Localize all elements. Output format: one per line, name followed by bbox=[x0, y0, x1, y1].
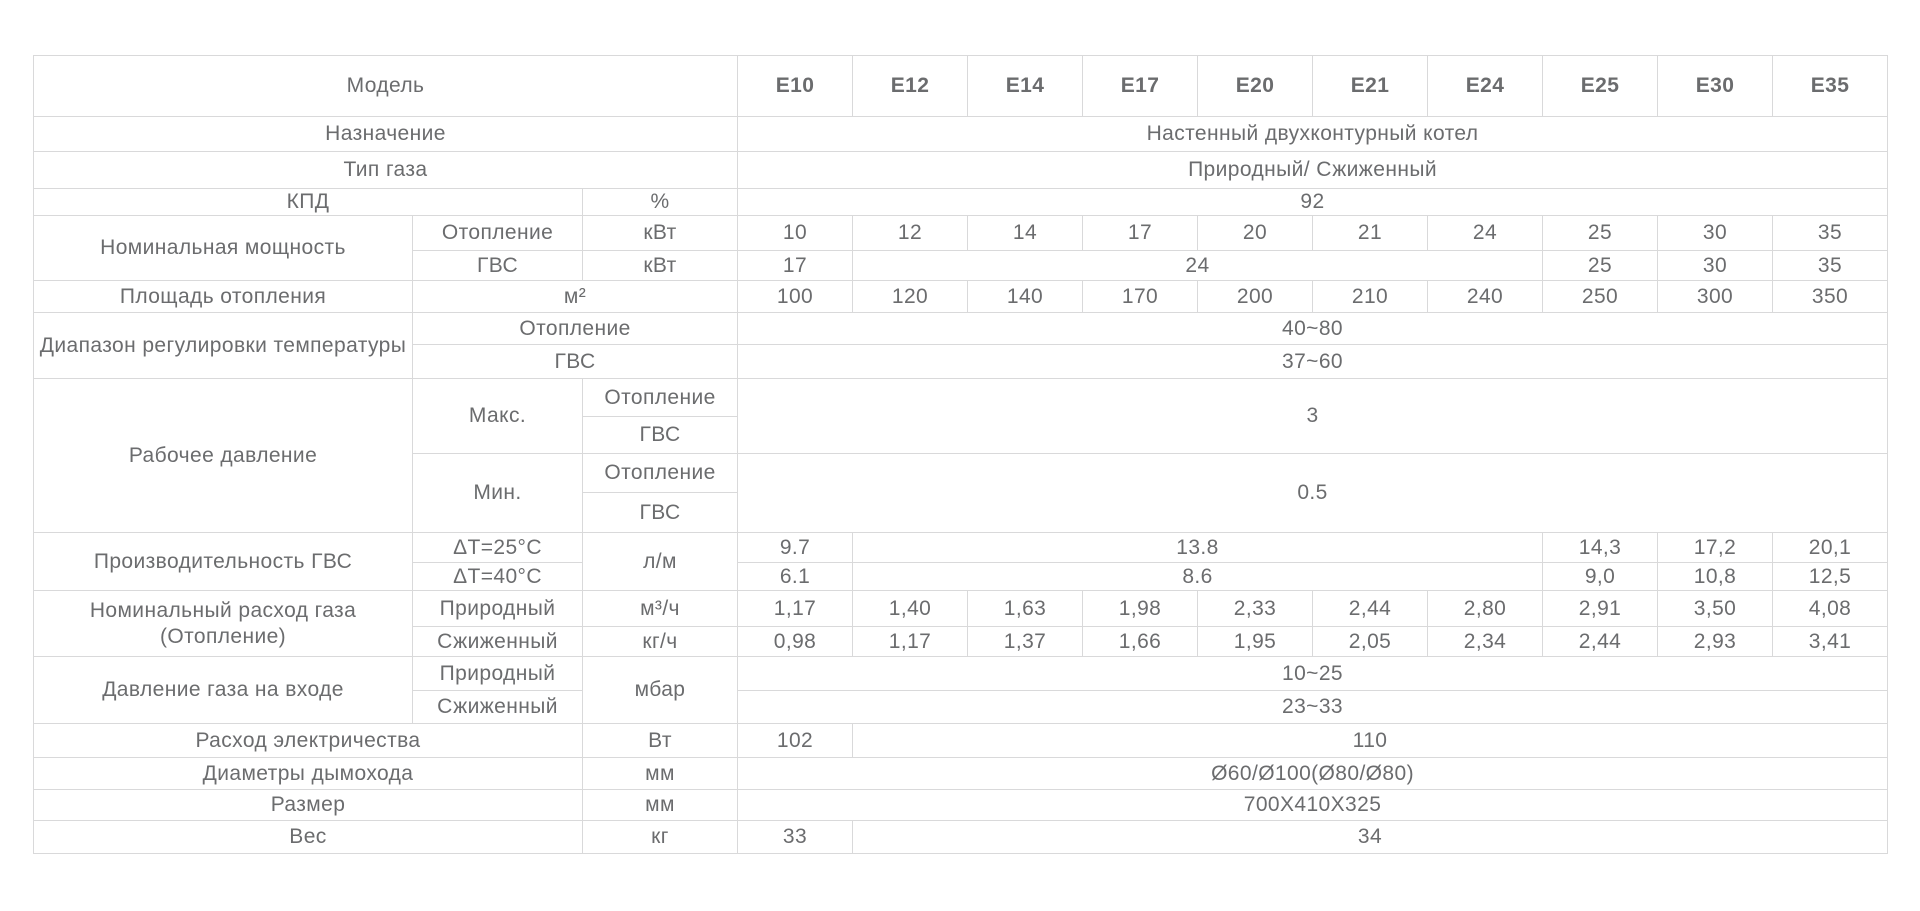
value-cell: 140 bbox=[968, 281, 1083, 313]
value-cell-merged: 13.8 bbox=[853, 533, 1543, 563]
model-column-header: E17 bbox=[1083, 56, 1198, 117]
model-column-header: E10 bbox=[738, 56, 853, 117]
value-cell: 1,17 bbox=[853, 627, 968, 657]
value-cell: Природный/ Сжиженный bbox=[738, 152, 1888, 189]
row-flue-diameters bbox=[34, 758, 1888, 790]
row-gas-type bbox=[34, 152, 1888, 189]
value-cell: 37~60 bbox=[738, 345, 1888, 379]
row-label: Расход электричества bbox=[34, 724, 583, 758]
value-cell: 300 bbox=[1658, 281, 1773, 313]
value-cell: Ø60/Ø100(Ø80/Ø80) bbox=[738, 758, 1888, 790]
row-label: Тип газа bbox=[34, 152, 738, 189]
value-cell: 1,37 bbox=[968, 627, 1083, 657]
row-temp-range-heating bbox=[34, 313, 1888, 345]
value-cell: 102 bbox=[738, 724, 853, 758]
value-cell: 1,40 bbox=[853, 591, 968, 627]
value-cell: 3,50 bbox=[1658, 591, 1773, 627]
value-cell: 1,95 bbox=[1198, 627, 1313, 657]
value-cell: 24 bbox=[1428, 216, 1543, 251]
row-label: Давление газа на входе bbox=[34, 657, 413, 724]
value-cell: 100 bbox=[738, 281, 853, 313]
unit-cell: л/м bbox=[583, 533, 738, 591]
value-cell-merged: 34 bbox=[853, 821, 1888, 854]
row-purpose bbox=[34, 117, 1888, 152]
sub-label: Природный bbox=[413, 591, 583, 627]
unit-cell: мм bbox=[583, 758, 738, 790]
sub-label: Макс. bbox=[413, 379, 583, 454]
unit-cell: Вт bbox=[583, 724, 738, 758]
sub-label: Отопление bbox=[413, 216, 583, 251]
model-column-header: E30 bbox=[1658, 56, 1773, 117]
value-cell: 240 bbox=[1428, 281, 1543, 313]
model-column-header: E14 bbox=[968, 56, 1083, 117]
value-cell: Настенный двухконтурный котел bbox=[738, 117, 1888, 152]
row-label: Диаметры дымохода bbox=[34, 758, 583, 790]
row-nominal-power-heating bbox=[34, 216, 1888, 251]
value-cell: 25 bbox=[1543, 251, 1658, 281]
value-cell: 2,80 bbox=[1428, 591, 1543, 627]
row-label: КПД bbox=[34, 189, 583, 216]
value-cell: 30 bbox=[1658, 251, 1773, 281]
model-row-label: Модель bbox=[34, 56, 738, 117]
sub-sub-label: ГВС bbox=[583, 417, 738, 454]
value-cell: 12 bbox=[853, 216, 968, 251]
boiler-spec-table bbox=[33, 55, 1888, 854]
row-label: Номинальный расход газа (Отопление) bbox=[34, 591, 413, 657]
row-label: Рабочее давление bbox=[34, 379, 413, 533]
row-gas-consumption-natural bbox=[34, 591, 1888, 627]
row-label: Вес bbox=[34, 821, 583, 854]
value-cell: 14 bbox=[968, 216, 1083, 251]
row-inlet-pressure-natural bbox=[34, 657, 1888, 691]
value-cell: 2,05 bbox=[1313, 627, 1428, 657]
model-column-header: E12 bbox=[853, 56, 968, 117]
value-cell: 21 bbox=[1313, 216, 1428, 251]
row-label: Размер bbox=[34, 790, 583, 821]
value-cell: 25 bbox=[1543, 216, 1658, 251]
value-cell: 12,5 bbox=[1773, 563, 1888, 591]
value-cell: 1,98 bbox=[1083, 591, 1198, 627]
value-cell: 2,33 bbox=[1198, 591, 1313, 627]
value-cell: 3 bbox=[738, 379, 1888, 454]
sub-label: Сжиженный bbox=[413, 691, 583, 724]
row-weight bbox=[34, 821, 1888, 854]
sub-label: Отопление bbox=[413, 313, 738, 345]
value-cell: 92 bbox=[738, 189, 1888, 216]
value-cell: 17,2 bbox=[1658, 533, 1773, 563]
value-cell: 2,34 bbox=[1428, 627, 1543, 657]
sub-label: ΔT=40°C bbox=[413, 563, 583, 591]
unit-cell: м³/ч bbox=[583, 591, 738, 627]
unit-cell: мм bbox=[583, 790, 738, 821]
value-cell: 10 bbox=[738, 216, 853, 251]
value-cell: 3,41 bbox=[1773, 627, 1888, 657]
value-cell: 10~25 bbox=[738, 657, 1888, 691]
row-label: Площадь отопления bbox=[34, 281, 413, 313]
row-label: Назначение bbox=[34, 117, 738, 152]
value-cell-merged: 24 bbox=[853, 251, 1543, 281]
model-column-header: E35 bbox=[1773, 56, 1888, 117]
model-column-header: E21 bbox=[1313, 56, 1428, 117]
unit-cell: % bbox=[583, 189, 738, 216]
unit-cell: кВт bbox=[583, 251, 738, 281]
value-cell-merged: 8.6 bbox=[853, 563, 1543, 591]
value-cell: 350 bbox=[1773, 281, 1888, 313]
value-cell: 30 bbox=[1658, 216, 1773, 251]
model-column-header: E20 bbox=[1198, 56, 1313, 117]
value-cell: 0.5 bbox=[738, 454, 1888, 533]
value-cell: 23~33 bbox=[738, 691, 1888, 724]
value-cell: 2,44 bbox=[1543, 627, 1658, 657]
row-pressure-max-heating bbox=[34, 379, 1888, 417]
value-cell: 700X410X325 bbox=[738, 790, 1888, 821]
value-cell: 9,0 bbox=[1543, 563, 1658, 591]
unit-cell: мбар bbox=[583, 657, 738, 724]
unit-cell: м² bbox=[413, 281, 738, 313]
value-cell: 120 bbox=[853, 281, 968, 313]
sub-label: ГВС bbox=[413, 251, 583, 281]
value-cell: 210 bbox=[1313, 281, 1428, 313]
row-efficiency bbox=[34, 189, 1888, 216]
value-cell: 6.1 bbox=[738, 563, 853, 591]
unit-cell: кВт bbox=[583, 216, 738, 251]
unit-cell: кг bbox=[583, 821, 738, 854]
value-cell-merged: 110 bbox=[853, 724, 1888, 758]
model-column-header: E24 bbox=[1428, 56, 1543, 117]
model-column-header: E25 bbox=[1543, 56, 1658, 117]
row-label: Номинальная мощность bbox=[34, 216, 413, 281]
value-cell: 200 bbox=[1198, 281, 1313, 313]
value-cell: 250 bbox=[1543, 281, 1658, 313]
unit-cell: кг/ч bbox=[583, 627, 738, 657]
value-cell: 9.7 bbox=[738, 533, 853, 563]
value-cell: 40~80 bbox=[738, 313, 1888, 345]
value-cell: 17 bbox=[738, 251, 853, 281]
value-cell: 2,93 bbox=[1658, 627, 1773, 657]
row-label: Диапазон регулировки температуры bbox=[34, 313, 413, 379]
value-cell: 14,3 bbox=[1543, 533, 1658, 563]
value-cell: 170 bbox=[1083, 281, 1198, 313]
value-cell: 20,1 bbox=[1773, 533, 1888, 563]
value-cell: 10,8 bbox=[1658, 563, 1773, 591]
row-model bbox=[34, 56, 1888, 117]
row-label: Производительность ГВС bbox=[34, 533, 413, 591]
sub-label: ΔT=25°C bbox=[413, 533, 583, 563]
value-cell: 1,63 bbox=[968, 591, 1083, 627]
value-cell: 2,91 bbox=[1543, 591, 1658, 627]
value-cell: 0,98 bbox=[738, 627, 853, 657]
row-dhw-output-dt25 bbox=[34, 533, 1888, 563]
sub-sub-label: Отопление bbox=[583, 454, 738, 493]
row-heating-area bbox=[34, 281, 1888, 313]
row-size bbox=[34, 790, 1888, 821]
value-cell: 35 bbox=[1773, 251, 1888, 281]
value-cell: 33 bbox=[738, 821, 853, 854]
value-cell: 35 bbox=[1773, 216, 1888, 251]
sub-label: Сжиженный bbox=[413, 627, 583, 657]
row-electricity bbox=[34, 724, 1888, 758]
sub-sub-label: ГВС bbox=[583, 493, 738, 533]
value-cell: 2,44 bbox=[1313, 591, 1428, 627]
value-cell: 4,08 bbox=[1773, 591, 1888, 627]
value-cell: 20 bbox=[1198, 216, 1313, 251]
sub-label: Природный bbox=[413, 657, 583, 691]
value-cell: 17 bbox=[1083, 216, 1198, 251]
value-cell: 1,17 bbox=[738, 591, 853, 627]
sub-label: Мин. bbox=[413, 454, 583, 533]
value-cell: 1,66 bbox=[1083, 627, 1198, 657]
sub-sub-label: Отопление bbox=[583, 379, 738, 417]
sub-label: ГВС bbox=[413, 345, 738, 379]
